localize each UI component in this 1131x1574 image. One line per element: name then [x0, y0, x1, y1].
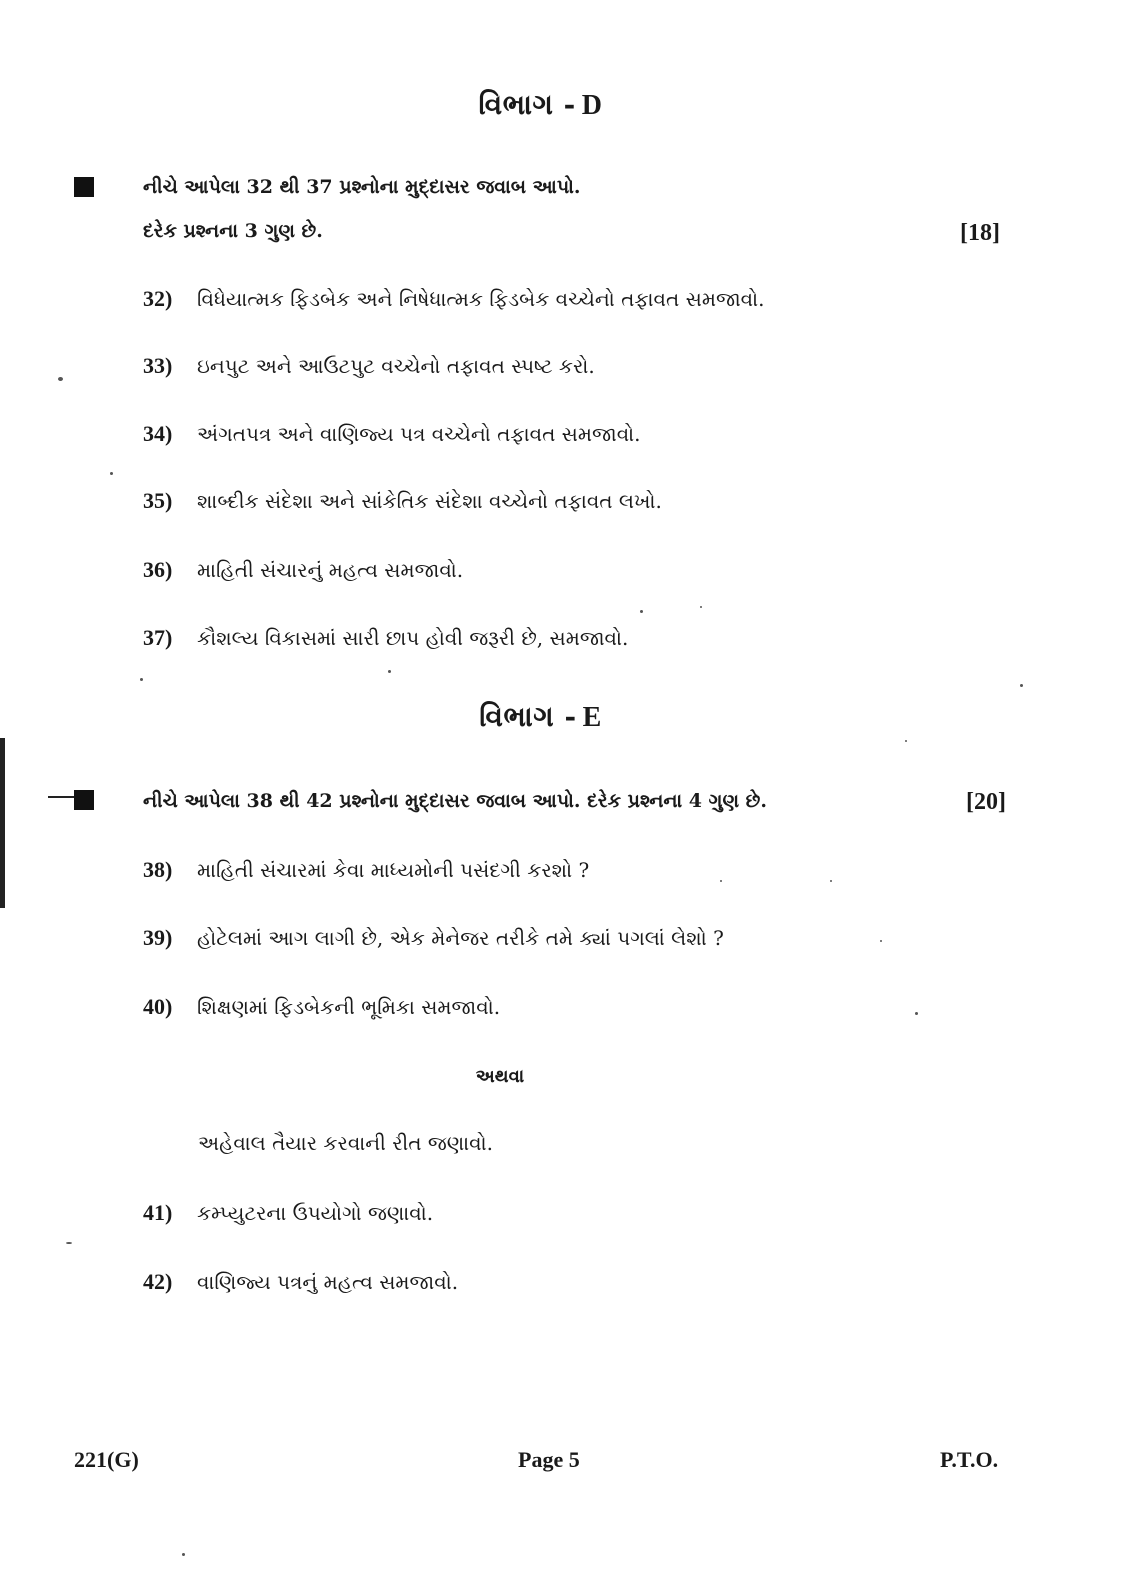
- question-text: વિધેયાત્મક ફિડબેક અને નિષેધાત્મક ફિડબેક વચ્ચેનો તફાવત સમજાવો.: [197, 287, 765, 311]
- scan-speck: [720, 880, 722, 882]
- question-text: માહિતી સંચારમાં કેવા માધ્યમોની પસંદગી કરશો ?: [197, 858, 590, 882]
- section-d-marks: [18]: [960, 220, 1000, 246]
- question-number: 39): [143, 925, 173, 950]
- scan-edge-mark: [0, 738, 5, 908]
- question-text: શિક્ષણમાં ફિડબેકની ભૂમિકા સમજાવો.: [197, 995, 501, 1019]
- scan-speck: [140, 678, 143, 681]
- question-text: હોટેલમાં આગ લાગી છે, એક મેનેજર તરીકે તમે ક્યાં પગલાં લેશો ?: [197, 926, 724, 950]
- question-number: 42): [143, 1269, 173, 1294]
- question-41: [143, 1200, 433, 1226]
- scan-speck: [110, 472, 113, 475]
- bullet-square-icon: [74, 177, 94, 197]
- section-d-instruction-marks: દરેક પ્રશ્નના 3 ગુણ છે.: [143, 220, 323, 242]
- section-e-instruction: નીચે આપેલા 38 થી 42 પ્રશ્નોના મુદ્દાસર જવાબ આપો. દરેક પ્રશ્નના 4 ગુણ છે.: [143, 790, 767, 812]
- question-number: 35): [143, 488, 173, 513]
- section-e-marks: [20]: [966, 789, 1006, 815]
- question-39: [143, 925, 724, 951]
- question-text: માહિતી સંચારનું મહત્વ સમજાવો.: [197, 558, 464, 582]
- question-number: 32): [143, 286, 173, 311]
- question-text: શાબ્દીક સંદેશા અને સાંકેતિક સંદેશા વચ્ચેનો તફાવત લખો.: [197, 489, 662, 513]
- question-text: અંગતપત્ર અને વાણિજ્ય પત્ર વચ્ચેનો તફાવત સમજાવો.: [197, 422, 641, 446]
- question-number: 37): [143, 625, 173, 650]
- section-d-instruction: નીચે આપેલા 32 થી 37 પ્રશ્નોના મુદ્દાસર જવાબ આપો.: [143, 176, 581, 198]
- scan-speck: [388, 670, 391, 673]
- question-36: [143, 557, 463, 583]
- scan-speck: [1020, 684, 1023, 687]
- question-37: [143, 625, 628, 651]
- scan-speck: [640, 610, 643, 613]
- section-e-heading: [0, 700, 1081, 734]
- question-text: વાણિજ્ય પત્રનું મહત્વ સમજાવો.: [197, 1270, 459, 1294]
- scan-speck: [700, 606, 702, 608]
- question-text: કૌશલ્ય વિકાસમાં સારી છાપ હોવી જરૂરી છે, સમજાવો.: [197, 626, 629, 650]
- scan-speck: [915, 1012, 918, 1015]
- bullet-square-icon: [74, 790, 94, 810]
- section-d-heading: [0, 88, 1081, 122]
- section-d-letter: D: [581, 90, 603, 121]
- scan-speck: [58, 377, 63, 381]
- question-42: [143, 1269, 458, 1295]
- question-number: 40): [143, 994, 173, 1019]
- scan-speck: [182, 1553, 185, 1556]
- question-text: કમ્પ્યુટરના ઉપયોગો જણાવો.: [197, 1201, 434, 1225]
- pto-label: P.T.O.: [940, 1447, 999, 1472]
- question-34: [143, 421, 641, 447]
- question-number: 34): [143, 421, 173, 446]
- question-number: 33): [143, 353, 173, 378]
- scan-speck: [66, 1242, 72, 1244]
- section-e-label: વિભાગ -: [479, 700, 577, 733]
- question-32: [143, 286, 764, 312]
- question-number: 41): [143, 1200, 173, 1225]
- or-label: અથવા: [475, 1066, 525, 1087]
- scan-stroke: [48, 796, 74, 798]
- question-33: [143, 353, 595, 379]
- section-d-label: વિભાગ -: [478, 88, 576, 121]
- question-text: ઇનપુટ અને આઉટપુટ વચ્ચેનો તફાવત સ્પષ્ટ કરો.: [197, 354, 595, 378]
- question-35: [143, 488, 662, 514]
- question-38: [143, 857, 589, 883]
- question-40: [143, 994, 500, 1020]
- scan-speck: [905, 740, 907, 742]
- question-number: 36): [143, 557, 173, 582]
- paper-code: 221(G): [74, 1447, 139, 1472]
- question-40-alternative: અહેવાલ તૈયાર કરવાની રીત જણાવો.: [198, 1131, 493, 1155]
- scan-speck: [830, 880, 832, 882]
- section-e-letter: E: [582, 702, 602, 733]
- page-number: Page 5: [518, 1447, 580, 1472]
- scan-speck: [880, 940, 882, 942]
- question-number: 38): [143, 857, 173, 882]
